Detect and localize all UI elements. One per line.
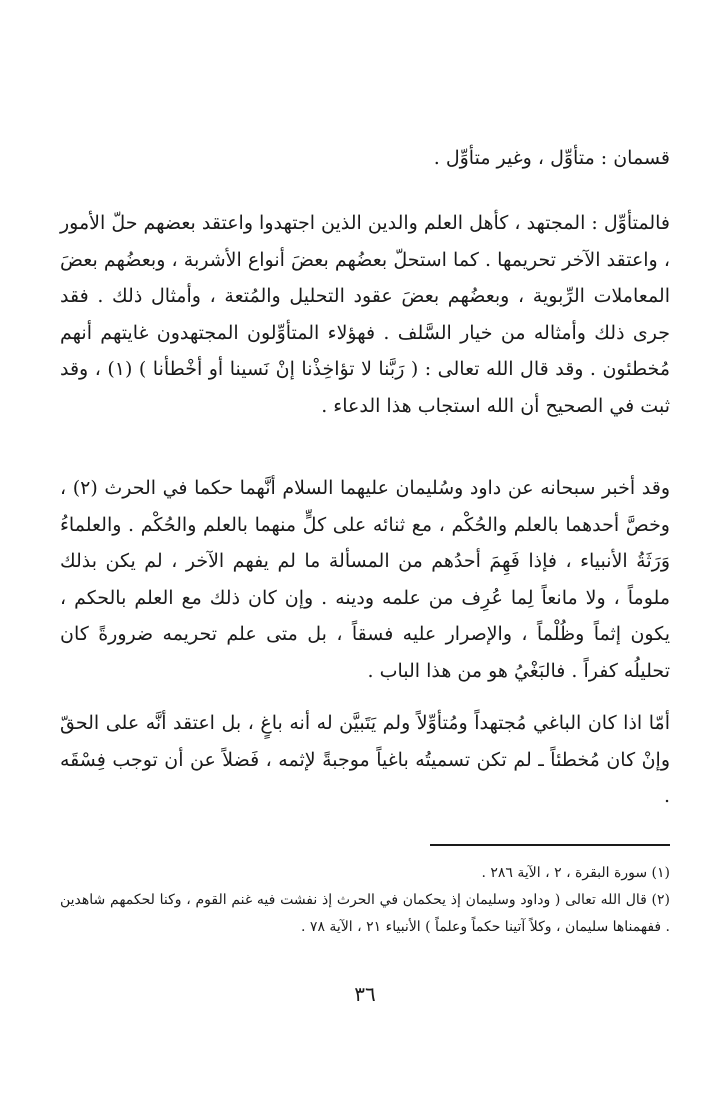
paragraph-baghi: أمّا اذا كان الباغي مُجتهداً ومُتأوِّلاً ولم يَتَبيَّن له أنه باغٍ ، بل اعتقد أنَّه على الحقّ وإنْ كان مُخطئاً ـ لم تكن تسميتُه باغياً موجبةً لإثمه ، فَضلاً عن أن توجب فِسْقَه . [60,712,670,807]
document-page [60,140,670,1070]
page-number: ٣٦ [354,982,376,1006]
footnotes [60,860,670,941]
paragraph-dawud-sulayman: وقد أخبر سبحانه عن داود وسُليمان عليهما السلام أنَّهما حكما في الحرث (٢) ، وخصَّ أحدهما بالعلم والحُكْم ، مع ثنائه على كلٍّ منهما بالعلم والحُكْم . والعلماءُ وَرَثَةُ الأنبياء ، فإذا فَهِمَ أحدُهم من المسألة ما لم يفهم الآخر ، لم يكن بذلك ملوماً ، ولا مانعاً لِما عُرِف من علمه ودينه . وإن كان ذلك مع العلم بالحكم ، يكون إثماً وظُلْماً ، والإصرار عليه فسقاً ، بل متى علم تحريمه ضرورةً كان تحليلُه كفراً . فالبَغْيُ هو من هذا الباب . [60,477,670,682]
paragraph-mutaawwil: فالمتأوِّل : المجتهد ، كأهل العلم والدين الذين اجتهدوا واعتقد بعضهم حلّ الأمور ، واعتقد الآخر تحريمها . كما استحلّ بعضُهم بعضَ أنواع الأشربة ، وبعضُهم بعضَ المعاملات الرِّبوية ، وبعضُهم بعضَ عقود التحليل والمُتعة ، وأمثال ذلك . فقد جرى ذلك وأمثاله من خيار السَّلف . فهؤلاء المتأوِّلون المجتهدون غايتهم أنهم مُخطئون . وقد قال الله تعالى : ( رَبَّنا لا تؤاخِذْنا إنْ نَسينا أو أخْطأنا ) (١) ، وقد ثبت في الصحيح أن الله استجاب هذا الدعاء . [60,212,670,417]
intro-line: قسمان : متأوِّل ، وغير متأوِّل . [433,147,670,169]
footnote-separator [430,844,670,846]
footnote-2: (٢) قال الله تعالى ( وداود وسليمان إذ يحكمان في الحرث إذ نفشت فيه غنم القوم ، وكنا لحكمهم شاهدين . ففهمناها سليمان ، وكلاً آتينا حكماً وعلماً ) الأنبياء ٢١ ، الآية ٧٨ . [60,892,670,935]
footnote-1: (١) سورة البقرة ، ٢ ، الآية ٢٨٦ . [481,865,670,881]
